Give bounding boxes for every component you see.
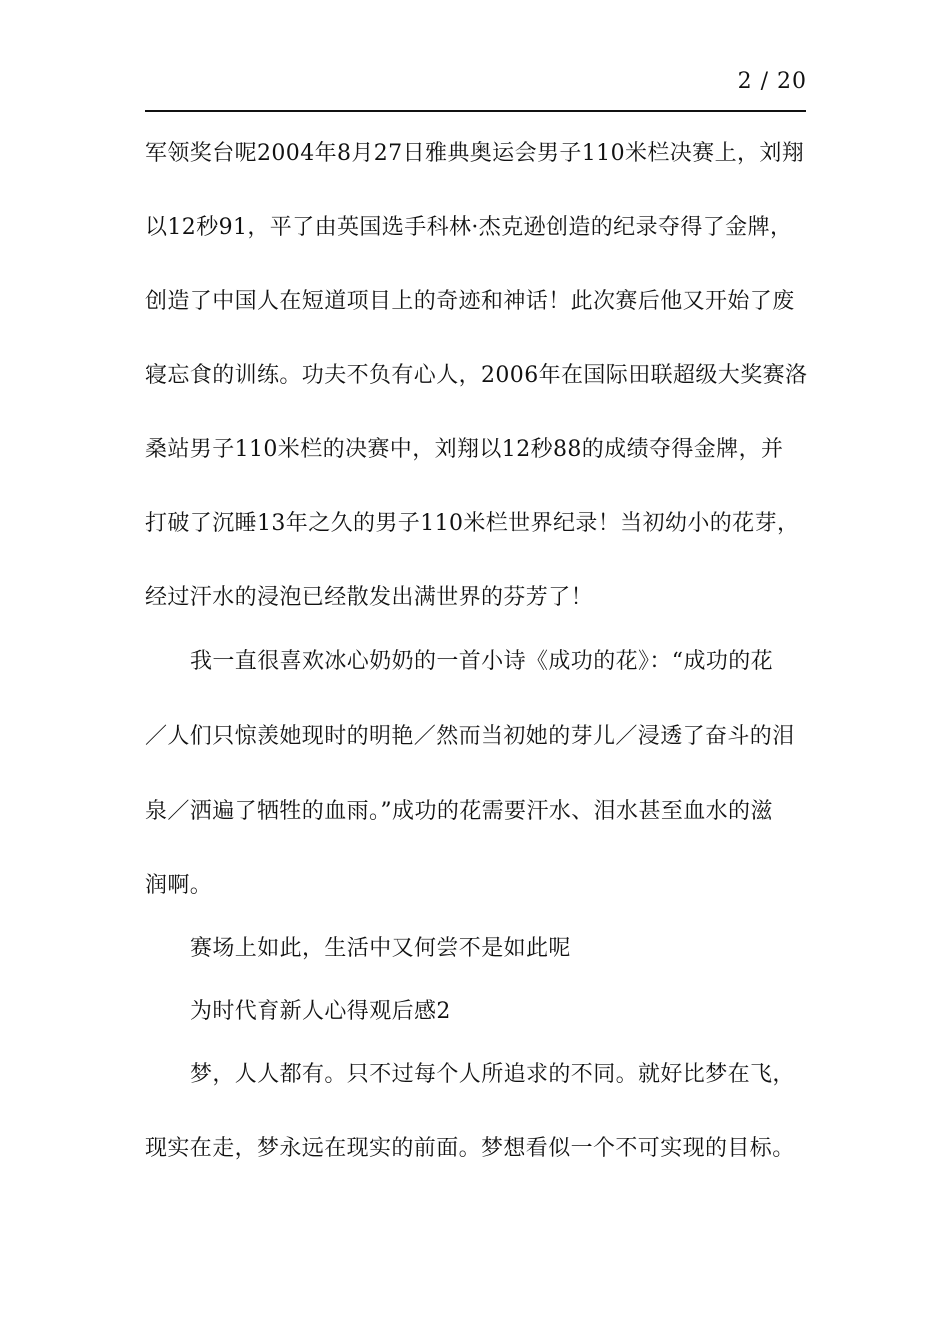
text-line: 现实在走，梦永远在现实的前面。梦想看似一个不可实现的目标。: [145, 1136, 795, 1161]
page-number: 2 / 20: [737, 69, 807, 94]
header-divider: [145, 110, 806, 112]
text-line: 梦，人人都有。只不过每个人所追求的不同。就好比梦在飞，: [190, 1062, 795, 1087]
text-line: 打破了沉睡13年之久的男子110米栏世界纪录！当初幼小的花芽，: [145, 511, 800, 536]
text-line: 赛场上如此，生活中又何尝不是如此呢: [190, 936, 571, 961]
heading-line: 为时代育新人心得观后感2: [190, 999, 451, 1024]
text-line: 桑站男子110米栏的决赛中，刘翔以12秒88的成绩夺得金牌，并: [145, 437, 784, 462]
text-line: 军领奖台呢2004年8月27日雅典奥运会男子110米栏决赛上，刘翔: [145, 141, 805, 166]
text-line: ／人们只惊羡她现时的明艳／然而当初她的芽儿／浸透了奋斗的泪: [145, 724, 795, 749]
text-line: 创造了中国人在短道项目上的奇迹和神话！此次赛后他又开始了废: [145, 289, 795, 314]
text-line: 润啊。: [145, 873, 213, 898]
text-line: 我一直很喜欢冰心奶奶的一首小诗《成功的花》：“成功的花: [190, 649, 774, 674]
text-line: 泉／洒遍了牺牲的血雨。”成功的花需要汗水、泪水甚至血水的滋: [145, 799, 773, 824]
text-line: 经过汗水的浸泡已经散发出满世界的芬芳了！: [145, 585, 594, 610]
text-line: 寝忘食的训练。功夫不负有心人，2006年在国际田联超级大奖赛洛: [145, 363, 808, 388]
text-line: 以12秒91，平了由英国选手科林·杰克逊创造的纪录夺得了金牌，: [145, 215, 793, 240]
